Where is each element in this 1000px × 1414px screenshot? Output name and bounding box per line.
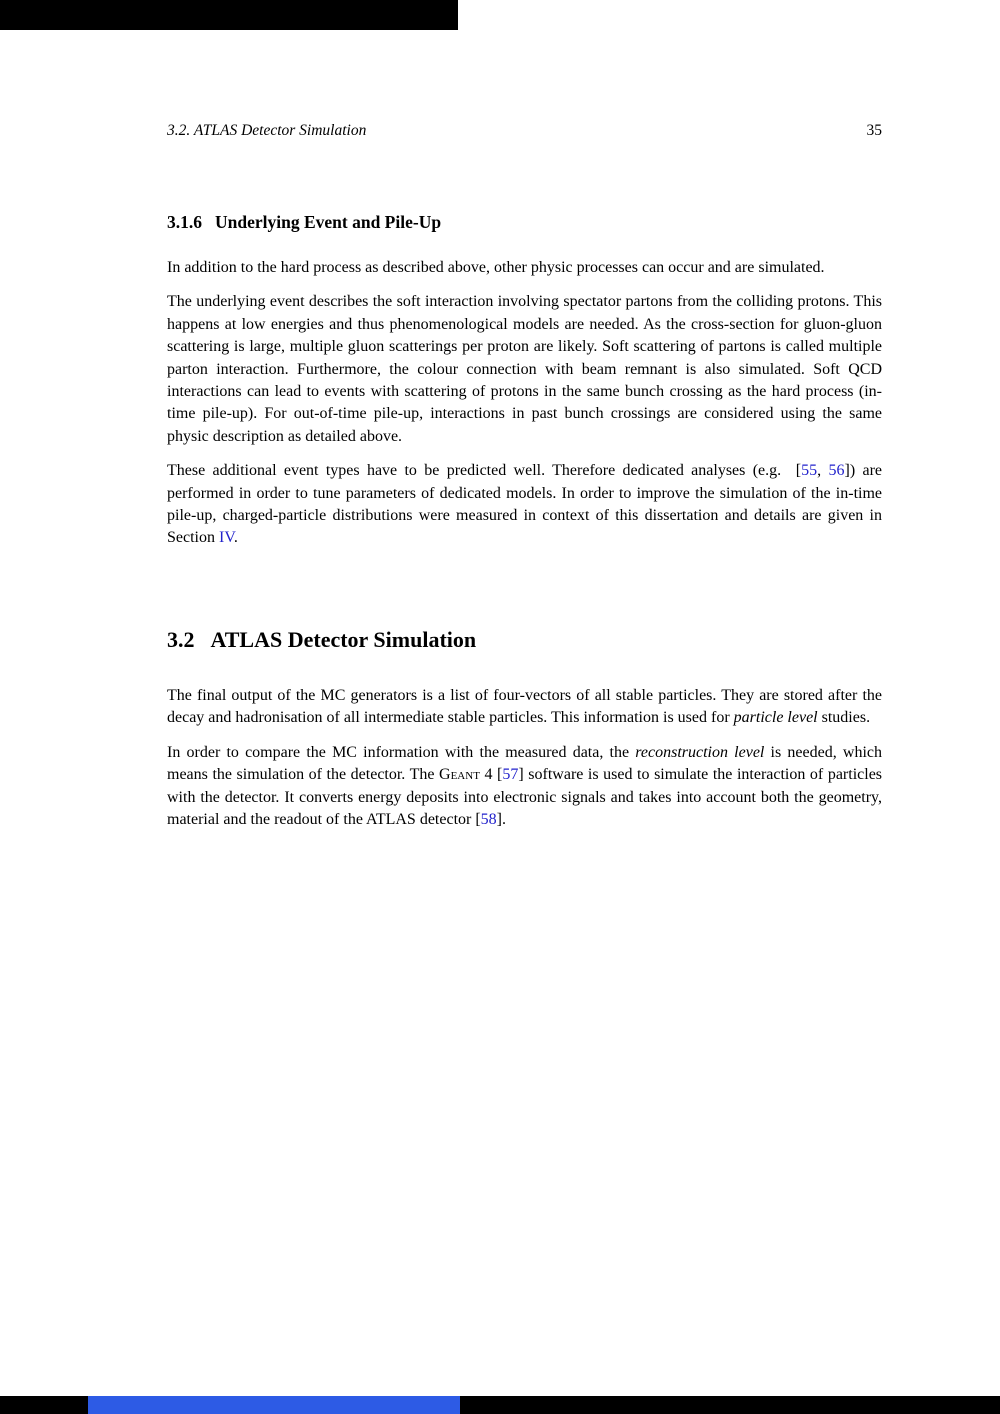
section-heading — [167, 626, 882, 653]
subsection-number: 3.1.6 — [167, 212, 202, 232]
text-run: ] software is used to simulate the interaction of particles with the detector. It converts energy deposits into electronic signals and takes into account both the geometry, material and the readout of the ATLAS detector [ — [167, 766, 883, 828]
viewer-bottom-bar — [0, 1396, 1000, 1414]
scrollbar-thumb[interactable] — [88, 1396, 460, 1414]
paragraph-3 — [167, 460, 882, 550]
section-number: 3.2 — [167, 626, 195, 652]
document-page — [167, 121, 882, 831]
page-number: 35 — [866, 122, 882, 139]
text-run: These additional event types have to be predicted well. Therefore dedicated analyses (e.g. [ — [167, 462, 802, 480]
text-run: , — [817, 462, 829, 480]
paragraph-5 — [167, 742, 882, 832]
citation-link-57[interactable]: 57 — [502, 766, 519, 784]
paragraph-2: The underlying event describes the soft interaction involving spectator partons from the colliding protons. This happens at low energies and thus phenomenological models are needed. As the cross-section for gluon-gluon scattering is large, multiple gluon scatterings per proton are likely. Soft scattering of partons is called multiple parton interaction. Furthermore, the colour connection with beam remnant is also simulated. Soft QCD interactions can lead to events with scattering of protons in the same bunch crossing as the hard process (in-time pile-up). For out-of-time pile-up, interactions in past bunch crossings are considered using the same physic description as detailed above. — [167, 293, 882, 445]
section-ref-link-IV[interactable]: IV — [219, 529, 234, 547]
text-run: ]) are performed in order to tune parameters of dedicated models. In order to improve the simulation of the in-time pile-up, charged-particle distributions were measured in context of this dissertation and details are given in Section — [167, 462, 883, 547]
emphasized-text: particle level — [733, 709, 818, 727]
running-header-title: 3.2. ATLAS Detector Simulation — [167, 122, 367, 139]
text-run: In order to compare the MC information with the measured data, the — [167, 743, 636, 761]
citation-link-56[interactable]: 56 — [828, 462, 845, 480]
text-run: 4 [ — [479, 766, 503, 784]
text-run: is needed, which means the simulation of the detector. The — [167, 743, 882, 784]
paragraph-1: In addition to the hard process as described above, other physic processes can occur and are simulated. — [167, 259, 825, 276]
citation-link-55[interactable]: 55 — [801, 462, 818, 480]
text-run: studies. — [817, 709, 871, 727]
subsection-title: Underlying Event and Pile-Up — [215, 212, 442, 232]
paragraph-4 — [167, 685, 882, 730]
smallcaps-geant: Geant — [439, 766, 480, 784]
viewer-top-bar — [0, 0, 458, 30]
text-run: ]. — [496, 810, 506, 828]
running-header — [167, 121, 882, 141]
emphasized-text: reconstruction level — [635, 743, 765, 761]
subsection-heading — [167, 211, 882, 233]
text-run: The final output of the MC generators is a list of four-vectors of all stable particles. They are stored after the decay and hadronisation of all intermediate stable particles. This information is used for — [167, 686, 882, 727]
citation-link-58[interactable]: 58 — [480, 810, 497, 828]
text-run: . — [233, 529, 238, 547]
section-title: ATLAS Detector Simulation — [210, 626, 477, 652]
